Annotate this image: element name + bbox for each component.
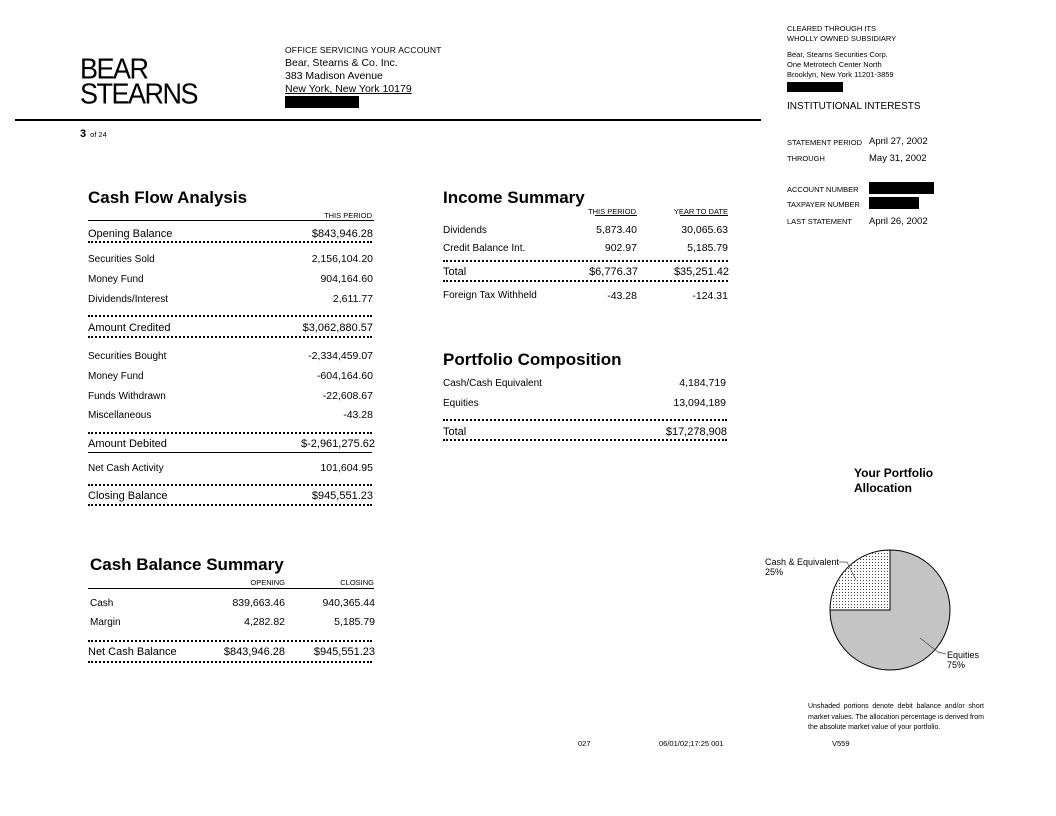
bear-stearns-logo [80,53,198,110]
amount-debited-value: $-2,961,275.62 [300,438,375,450]
debit-label: Funds Withdrawn [88,391,166,402]
through-value: May 31, 2002 [869,153,927,164]
last-statement-label: LAST STATEMENT [787,217,853,226]
cash-balance-col-closing: CLOSING [340,578,374,587]
cash-balance-row-opening: 839,663.46 [232,597,285,609]
office-address-block [285,44,442,108]
debit-label: Securities Bought [88,351,167,362]
portfolio-total-label: Total [443,426,467,438]
amount-credited-value: $3,062,880.57 [302,322,373,334]
income-row-label: Dividends [443,225,487,236]
cash-balance-row-opening: 4,282.82 [244,616,285,628]
office-city: New York, New York 10179 [285,83,412,95]
debit-value: -604,164.60 [316,370,373,382]
income-total-period: $6,776.37 [589,266,638,278]
income-summary-title: Income Summary [443,188,585,207]
pie-label-equities-name: Equities [947,650,980,660]
office-heading: OFFICE SERVICING YOUR ACCOUNT [285,45,442,55]
foreign-tax-period: -43.28 [607,290,637,302]
divider [88,220,374,221]
divider [88,484,372,486]
logo-line-1: BEAR [80,53,148,85]
divider [88,661,372,663]
allocation-title [854,466,933,496]
header-rule [15,119,761,121]
last-statement-value: April 26, 2002 [869,216,928,227]
portfolio-row-label: Cash/Cash Equivalent [443,378,542,389]
income-total-label: Total [443,266,467,278]
office-name: Bear, Stearns & Co. Inc. [285,57,398,69]
clearing-address-2: Brooklyn, New York 11201-3859 [787,70,894,79]
page-of: of 24 [90,130,107,139]
footer-version: V559 [832,739,850,748]
divider [88,640,372,642]
office-street: 383 Madison Avenue [285,70,383,82]
cash-balance-col-opening: OPENING [250,578,285,587]
credit-value: 2,611.77 [332,293,373,305]
net-cash-balance-opening: $843,946.28 [223,646,285,658]
clearing-info [787,24,987,92]
footer-code: 027 [578,739,591,748]
pie-label-cash-name: Cash & Equivalent [765,557,840,567]
net-cash-activity-label: Net Cash Activity [88,463,164,474]
clearing-line-1: CLEARED THROUGH ITS [787,24,877,33]
page-number [80,128,107,140]
pie-label-equities-pct: 75% [947,660,966,670]
net-cash-balance-closing: $945,551.23 [313,646,375,658]
divider [443,280,728,282]
through-label: THROUGH [787,154,825,163]
closing-balance-label: Closing Balance [88,490,168,502]
portfolio-composition-title: Portfolio Composition [443,350,622,369]
logo-line-2: STEARNS [80,78,198,110]
divider [443,260,728,262]
cash-balance-row-label: Margin [90,617,121,628]
statement-period-value: April 27, 2002 [869,136,928,147]
clearing-line-2: WHOLLY OWNED SUBSIDIARY [787,34,897,43]
opening-balance-label: Opening Balance [88,228,173,240]
allocation-title-line-1: Your Portfolio [854,466,934,480]
pie-label-cash [765,557,839,577]
pie-label-equities [947,650,979,670]
credit-value: 904,164.60 [320,273,373,285]
account-title: INSTITUTIONAL INTERESTS [787,101,921,112]
divider [443,419,727,421]
cash-balance-row-closing: 5,185.79 [334,616,375,628]
allocation-footnote: Unshaded portions denote debit balance and/or short market values. The allocation percentage is derived from the absolute market value of your portfolio. [808,703,984,731]
income-col-header-period: THIS PERIOD [588,207,636,216]
net-cash-activity-value: 101,604.95 [320,462,373,474]
redaction-bar [787,82,843,92]
closing-balance-value: $945,551.23 [311,490,373,502]
cash-balance-row-label: Cash [90,598,114,609]
divider [595,215,637,216]
amount-debited-label: Amount Debited [88,438,167,450]
credit-label: Securities Sold [88,254,155,265]
foreign-tax-label: Foreign Tax Withheld [443,290,537,301]
debit-value: -43.28 [343,409,373,421]
income-col-header-ytd: YEAR TO DATE [673,207,728,216]
income-row-ytd: 30,065.63 [681,224,728,236]
net-cash-balance-label: Net Cash Balance [88,646,177,658]
page-current: 3 [80,128,87,140]
divider [88,432,372,434]
pie-label-cash-pct: 25% [765,567,784,577]
amount-credited-label: Amount Credited [88,322,171,334]
credit-label: Dividends/Interest [88,294,169,305]
clearing-address-1: One Metrotech Center North [787,60,882,69]
allocation-title-line-2: Allocation [854,481,913,495]
portfolio-row-value: 13,094,189 [673,397,726,409]
divider [680,215,728,216]
foreign-tax-ytd: -124.31 [692,290,728,302]
cash-balance-title: Cash Balance Summary [90,555,284,574]
divider [88,336,372,338]
portfolio-total-value: $17,278,908 [665,426,727,438]
debit-label: Miscellaneous [88,410,152,421]
account-number-label: ACCOUNT NUMBER [787,185,859,194]
income-row-period: 902.97 [604,242,637,254]
statement-period-label: STATEMENT PERIOD [787,138,863,147]
debit-value: -22,608.67 [322,390,373,402]
divider [88,241,372,243]
clearing-corp: Bear, Stearns Securities Corp. [787,50,888,59]
footer-timestamp: 06/01/02;17:25 001 [659,739,724,748]
opening-balance-value: $843,946.28 [311,228,373,240]
redaction-bar [285,96,359,108]
cash-balance-row-closing: 940,365.44 [322,597,375,609]
income-row-ytd: 5,185.79 [687,242,728,254]
credit-label: Money Fund [88,274,144,285]
income-total-ytd: $35,251.42 [673,266,729,278]
income-row-period: 5,873.40 [596,224,637,236]
portfolio-row-value: 4,184,719 [679,377,726,389]
cash-flow-title: Cash Flow Analysis [88,188,248,207]
divider [88,315,372,317]
redaction-bar [869,197,919,209]
divider [88,588,374,589]
portfolio-row-label: Equities [443,398,479,409]
credit-value: 2,156,104.20 [311,253,373,265]
debit-value: -2,334,459.07 [308,350,373,362]
divider [88,452,372,453]
cash-flow-col-header: THIS PERIOD [324,211,372,220]
divider [88,504,372,506]
redaction-bar [869,182,934,194]
taxpayer-number-label: TAXPAYER NUMBER [787,200,860,209]
income-row-label: Credit Balance Int. [443,243,526,254]
debit-label: Money Fund [88,371,144,382]
divider [443,439,727,441]
